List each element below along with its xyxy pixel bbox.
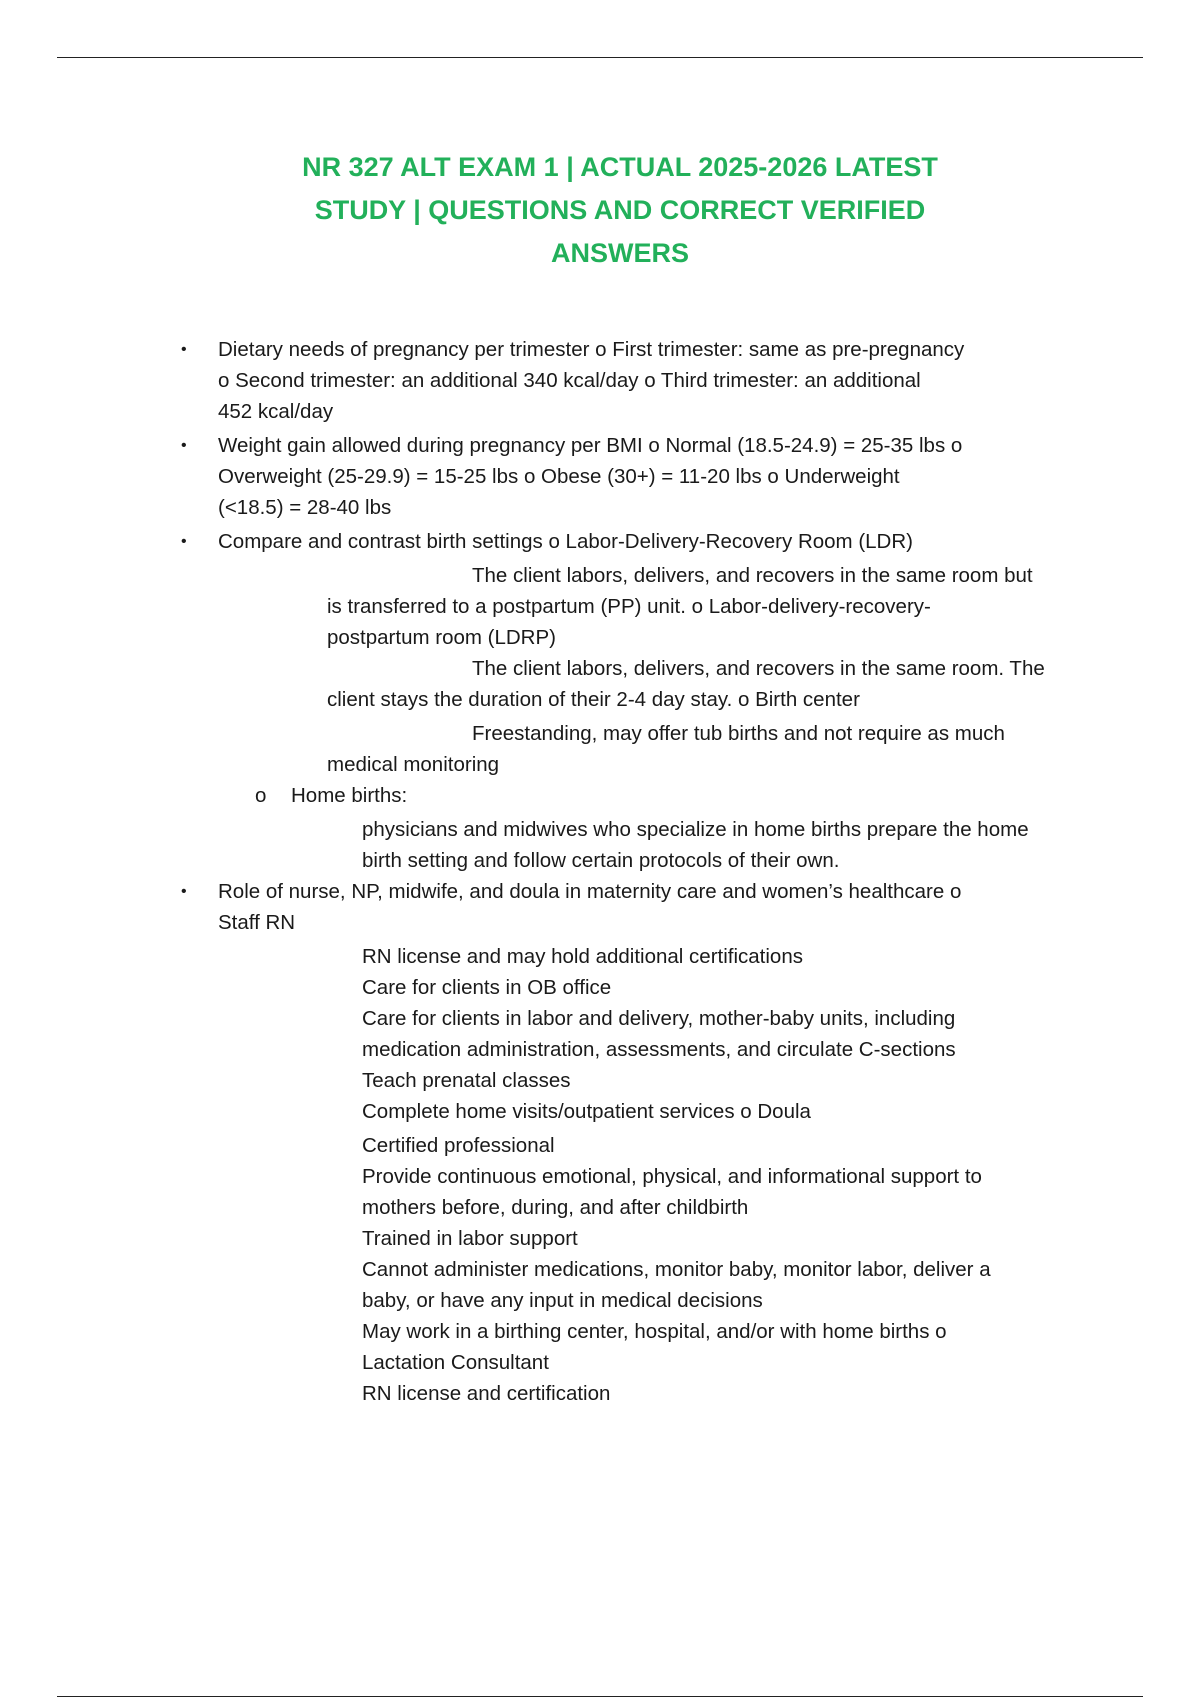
text-line: client stays the duration of their 2-4 day stay. o Birth center <box>327 688 860 711</box>
text-line: Care for clients in labor and delivery, mother-baby units, including <box>362 1007 956 1030</box>
text-line: Dietary needs of pregnancy per trimester o First trimester: same as pre-pregnancy <box>218 338 965 361</box>
text-line: Trained in labor support <box>362 1227 578 1250</box>
text-line: Home births: <box>291 784 408 807</box>
text-line: birth setting and follow certain protocols of their own. <box>362 849 840 872</box>
bullet-mark: • <box>181 533 187 550</box>
title-line-1: NR 327 ALT EXAM 1 | ACTUAL 2025-2026 LATEST <box>302 152 938 182</box>
text-line: RN license and may hold additional certifications <box>362 945 803 968</box>
text-line: May work in a birthing center, hospital, and/or with home births o <box>362 1320 947 1343</box>
text-line: Weight gain allowed during pregnancy per BMI o Normal (18.5-24.9) = 25-35 lbs o <box>218 434 963 457</box>
text-line: Role of nurse, NP, midwife, and doula in maternity care and women’s healthcare o <box>218 880 962 903</box>
text-line: 452 kcal/day <box>218 400 334 423</box>
sub-item-home-births <box>0 780 1200 811</box>
bullet-mark: • <box>181 883 187 900</box>
list-item-weight-gain <box>0 430 1200 461</box>
top-rule <box>57 57 1143 58</box>
text-line: physicians and midwives who specialize in home births prepare the home <box>362 818 1029 841</box>
text-line: Provide continuous emotional, physical, and informational support to <box>362 1165 982 1188</box>
text-line: Teach prenatal classes <box>362 1069 571 1092</box>
title-line-3: ANSWERS <box>550 238 689 268</box>
text-line: Compare and contrast birth settings o Labor-Delivery-Recovery Room (LDR) <box>218 530 913 553</box>
text-line: medical monitoring <box>327 753 500 776</box>
sub-bullet-mark: o <box>255 784 267 807</box>
text-line: Care for clients in OB office <box>362 976 612 999</box>
text-line: Freestanding, may offer tub births and not require as much <box>472 722 1005 745</box>
text-line: o Second trimester: an additional 340 kcal/day o Third trimester: an additional <box>218 369 921 392</box>
text-line: Overweight (25-29.9) = 15-25 lbs o Obese (30+) = 11-20 lbs o Underweight <box>218 465 900 488</box>
text-line: mothers before, during, and after childbirth <box>362 1196 749 1219</box>
text-line: The client labors, delivers, and recovers in the same room but <box>472 564 1033 587</box>
text-line: (<18.5) = 28-40 lbs <box>218 496 392 519</box>
list-item-birth-settings <box>0 526 1200 557</box>
list-item-roles <box>0 876 1200 907</box>
text-line: is transferred to a postpartum (PP) unit. o Labor-delivery-recovery- <box>327 595 931 618</box>
document-body <box>0 334 1200 1409</box>
text-line: RN license and certification <box>362 1382 611 1405</box>
text-line: Complete home visits/outpatient services o Doula <box>362 1100 811 1123</box>
title-line-2: STUDY | QUESTIONS AND CORRECT VERIFIED <box>314 195 926 225</box>
text-line: postpartum room (LDRP) <box>327 626 556 649</box>
text-line: Staff RN <box>218 911 296 934</box>
bullet-mark: • <box>181 341 187 358</box>
list-item-dietary <box>0 334 1200 365</box>
text-line: Cannot administer medications, monitor baby, monitor labor, deliver a <box>362 1258 991 1281</box>
text-line: The client labors, delivers, and recovers in the same room. The <box>472 657 1045 680</box>
bullet-mark: • <box>181 437 187 454</box>
text-line: medication administration, assessments, and circulate C-sections <box>362 1038 956 1061</box>
document-title <box>260 146 980 275</box>
bottom-rule <box>57 1696 1143 1697</box>
text-line: baby, or have any input in medical decisions <box>362 1289 763 1312</box>
text-line: Certified professional <box>362 1134 555 1157</box>
text-line: Lactation Consultant <box>362 1351 549 1374</box>
